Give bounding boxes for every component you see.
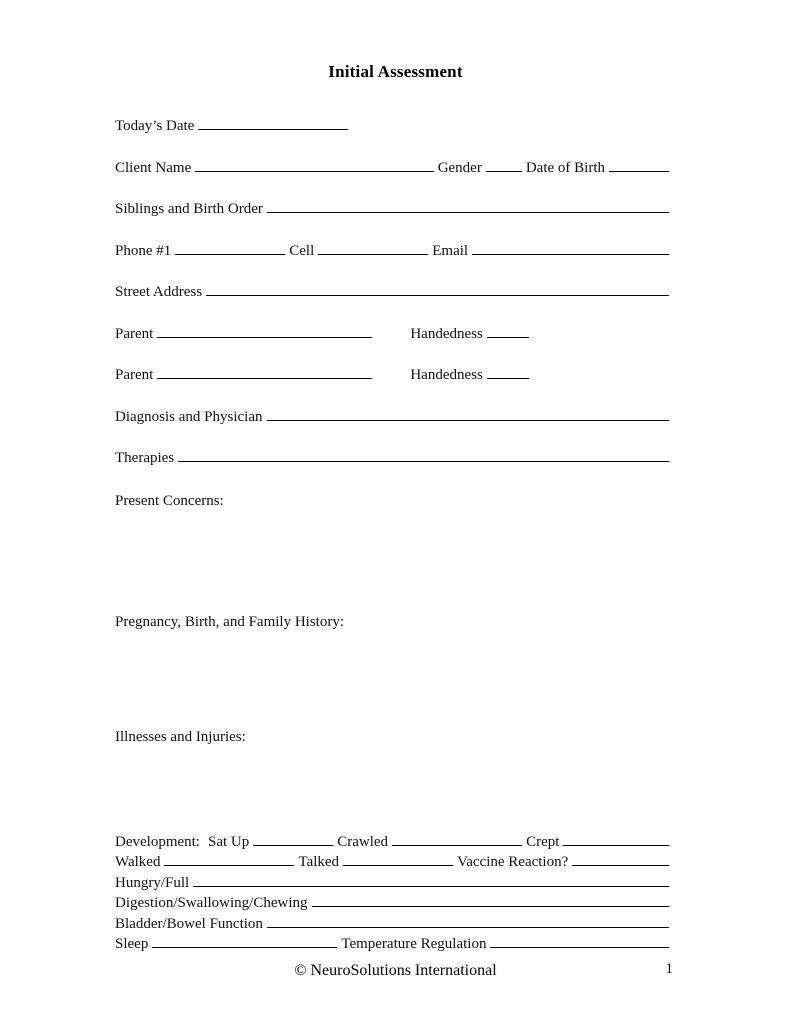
input-gender[interactable] xyxy=(486,158,522,172)
label-crawled: Crawled xyxy=(337,833,389,850)
input-walked[interactable] xyxy=(164,853,294,866)
label-sleep: Sleep xyxy=(115,936,149,952)
form-body xyxy=(115,116,673,953)
input-bladder-bowel-function[interactable] xyxy=(267,915,669,928)
field-row-parent-1 xyxy=(115,324,673,343)
label-talked: Talked xyxy=(298,854,340,870)
input-parent-1[interactable] xyxy=(157,324,372,338)
section-heading-illnesses-and-injuries: Illnesses and Injuries: xyxy=(115,728,246,745)
label-sat-up: Sat Up xyxy=(207,833,250,850)
label-walked: Walked xyxy=(115,854,161,870)
development-block xyxy=(115,833,673,953)
input-todays-date[interactable] xyxy=(198,116,348,130)
input-temperature-regulation[interactable] xyxy=(490,935,669,948)
label-email: Email xyxy=(432,242,469,259)
label-diagnosis-and-physician: Diagnosis and Physician xyxy=(115,408,263,425)
label-parent-1: Parent xyxy=(115,325,154,342)
field-row-siblings xyxy=(115,199,673,218)
input-vaccine-reaction[interactable] xyxy=(572,853,669,866)
input-hungry-full[interactable] xyxy=(193,874,669,887)
input-parent-2[interactable] xyxy=(157,365,372,379)
input-client-name[interactable] xyxy=(195,158,433,172)
label-bladder-bowel-function: Bladder/Bowel Function xyxy=(115,915,263,932)
section-heading-pregnancy-birth-family-history: Pregnancy, Birth, and Family History: xyxy=(115,613,344,630)
field-row-diagnosis xyxy=(115,407,673,426)
field-row-parent-2 xyxy=(115,365,673,384)
input-sat-up[interactable] xyxy=(253,833,333,846)
label-cell: Cell xyxy=(289,242,315,259)
answer-area-illnesses-and-injuries[interactable] xyxy=(115,746,673,830)
input-talked[interactable] xyxy=(343,853,453,866)
input-digestion-swallowing-chewing[interactable] xyxy=(312,894,670,907)
label-todays-date: Today’s Date xyxy=(115,118,195,134)
field-row-street-address xyxy=(115,282,673,301)
label-siblings-and-birth-order: Siblings and Birth Order xyxy=(115,201,263,217)
input-cell[interactable] xyxy=(318,241,428,255)
input-handedness-2[interactable] xyxy=(487,365,529,379)
label-therapies: Therapies xyxy=(115,450,175,466)
page-number: 1 xyxy=(665,961,673,977)
label-crept: Crept xyxy=(526,833,560,850)
development-row-digestion xyxy=(115,894,673,912)
input-street-address[interactable] xyxy=(206,282,669,296)
development-row-walked-talked xyxy=(115,853,673,871)
label-date-of-birth: Date of Birth xyxy=(525,159,605,176)
development-row-bladder-bowel xyxy=(115,915,673,933)
input-siblings-and-birth-order[interactable] xyxy=(267,199,669,213)
label-vaccine-reaction: Vaccine Reaction? xyxy=(457,854,569,870)
input-handedness-1[interactable] xyxy=(487,324,529,338)
field-row-todays-date xyxy=(115,116,673,135)
document-footer: © NeuroSolutions International xyxy=(294,962,497,979)
field-row-contact xyxy=(115,241,673,260)
label-digestion-swallowing-chewing: Digestion/Swallowing/Chewing xyxy=(115,895,308,911)
input-date-of-birth[interactable] xyxy=(609,158,669,172)
input-therapies[interactable] xyxy=(178,448,669,462)
label-client-name: Client Name xyxy=(115,159,192,176)
label-gender: Gender xyxy=(437,159,482,176)
development-row-hungry-full xyxy=(115,874,673,892)
input-email[interactable] xyxy=(472,241,669,255)
development-row-sleep-temperature xyxy=(115,935,673,953)
development-row-milestones xyxy=(115,833,673,851)
label-phone1: Phone #1 xyxy=(115,242,172,259)
label-handedness-2: Handedness xyxy=(410,367,483,383)
label-temperature-regulation: Temperature Regulation xyxy=(341,936,487,952)
answer-area-present-concerns[interactable] xyxy=(115,510,673,588)
field-row-therapies xyxy=(115,448,673,467)
label-parent-2: Parent xyxy=(115,367,154,383)
label-development: Development: xyxy=(115,833,200,850)
label-handedness-1: Handedness xyxy=(410,325,483,342)
input-crawled[interactable] xyxy=(392,833,522,846)
input-sleep[interactable] xyxy=(152,935,337,948)
label-street-address: Street Address xyxy=(115,284,203,300)
input-crept[interactable] xyxy=(563,833,669,846)
field-row-client-name xyxy=(115,158,673,177)
section-heading-present-concerns: Present Concerns: xyxy=(115,492,224,509)
answer-area-pregnancy-birth-family-history[interactable] xyxy=(115,631,673,703)
label-hungry-full: Hungry/Full xyxy=(115,874,190,891)
input-phone1[interactable] xyxy=(175,241,285,255)
input-diagnosis-and-physician[interactable] xyxy=(267,407,670,421)
page-title: Initial Assessment xyxy=(328,62,463,81)
